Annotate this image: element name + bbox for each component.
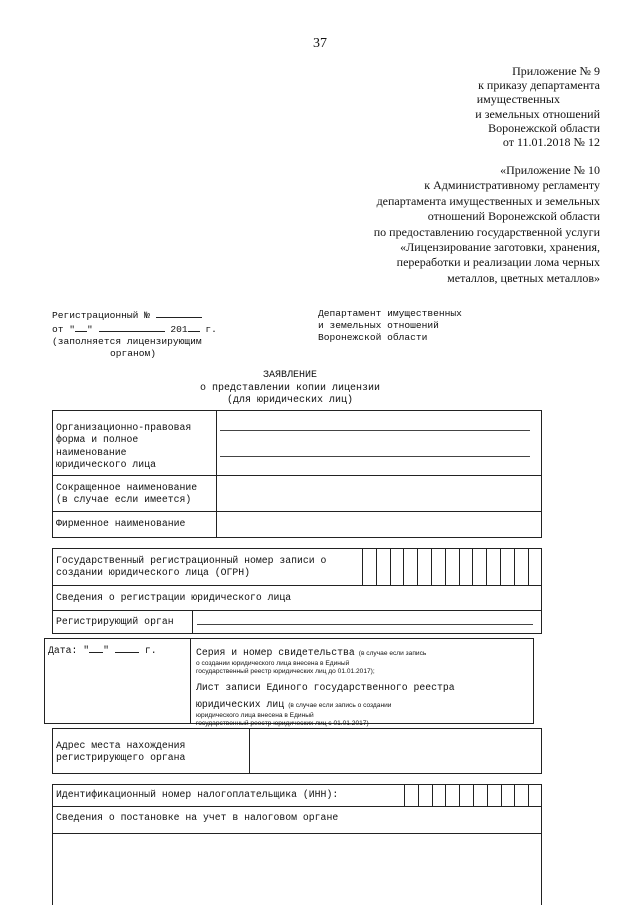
title-note: (для юридических лиц) bbox=[226, 395, 354, 406]
address-label: Адрес места нахождения регистрирующего органа bbox=[56, 740, 186, 764]
reg-body-field[interactable] bbox=[197, 624, 533, 625]
table-divider bbox=[53, 833, 541, 834]
date-quote-close: " bbox=[87, 324, 93, 335]
appendix-10-line: металлов, цветных металлов» bbox=[447, 270, 600, 285]
short-name-field[interactable] bbox=[218, 477, 540, 509]
org-form-label: Организационно-правовая форма и полное наименование юридического лица bbox=[56, 422, 192, 470]
register-sheet-label: юридических лиц bbox=[196, 699, 285, 711]
register-sheet-block bbox=[196, 682, 455, 728]
appendix-9-line: и земельных отношений bbox=[475, 106, 600, 121]
short-name-label: Сокращенное наименование (в случае если имеется) bbox=[56, 482, 198, 506]
appendix-10-header bbox=[374, 163, 600, 286]
registration-note: (заполняется лицензирующим bbox=[52, 336, 202, 347]
registration-number-field[interactable] bbox=[156, 308, 202, 318]
date-label: Дата: " " г. bbox=[48, 645, 157, 656]
appendix-10-line: «Лицензирование заготовки, хранения, bbox=[400, 240, 600, 255]
recipient-line: и земельных отношений bbox=[318, 320, 439, 331]
registration-block bbox=[52, 308, 217, 360]
registration-number-label: Регистрационный № bbox=[52, 310, 150, 321]
year-suffix: г. bbox=[205, 324, 217, 335]
table-divider bbox=[192, 610, 193, 634]
appendix-9-line: Приложение № 9 bbox=[512, 64, 600, 78]
appendix-9-line: к приказу департамента bbox=[478, 78, 600, 93]
inn-label: Идентификационный номер налогоплательщика (ИНН): bbox=[56, 789, 339, 800]
page-number: 37 bbox=[313, 36, 327, 51]
register-sheet-note: (в случае если запись о создании bbox=[288, 702, 392, 710]
ogrn-cells[interactable] bbox=[362, 549, 542, 585]
appendix-10-line: к Административному регламенту bbox=[424, 178, 600, 193]
recipient-line: Воронежской области bbox=[318, 332, 428, 343]
org-name-line-2[interactable] bbox=[220, 456, 530, 457]
brand-name-field[interactable] bbox=[218, 513, 540, 536]
reg-month-field[interactable] bbox=[99, 322, 165, 332]
appendix-9-line: от 11.01.2018 № 12 bbox=[502, 135, 600, 150]
certificate-note: государственный реестр юридических лиц до 01.01.2017); bbox=[196, 668, 375, 675]
date-quote-open: от " bbox=[52, 324, 76, 335]
brand-name-label: Фирменное наименование bbox=[56, 518, 186, 529]
date-month-field[interactable] bbox=[115, 643, 139, 653]
reg-info-label: Сведения о регистрации юридического лица bbox=[56, 592, 292, 603]
appendix-9-header bbox=[475, 64, 600, 149]
appendix-10-line: переработки и реализации лома черных bbox=[396, 255, 600, 270]
appendix-10-line: по предоставлению государственной услуги bbox=[373, 224, 600, 239]
appendix-10-line: департамента имущественных и земельных bbox=[376, 193, 600, 208]
certificate-series-label: Серия и номер свидетельства bbox=[196, 647, 355, 658]
inn-cells[interactable] bbox=[404, 785, 542, 806]
register-sheet-label: Лист записи Единого государственного реестра bbox=[196, 682, 455, 693]
table-divider bbox=[249, 729, 250, 773]
table-divider bbox=[53, 511, 541, 512]
appendix-9-line: имущественных bbox=[476, 92, 560, 107]
address-field[interactable] bbox=[252, 731, 540, 771]
tax-info-label: Сведения о постановке на учет в налоговом органе bbox=[56, 812, 339, 823]
reg-year-field[interactable] bbox=[188, 322, 200, 332]
appendix-10-line: отношений Воронежской области bbox=[427, 209, 600, 224]
appendix-9-line: Воронежской области bbox=[488, 120, 600, 135]
table-divider bbox=[53, 806, 541, 807]
org-name-line-1[interactable] bbox=[220, 430, 530, 431]
reg-year-prefix: 201 bbox=[170, 324, 188, 335]
title-subtitle: о представлении копии лицензии bbox=[199, 382, 381, 394]
reg-day-field[interactable] bbox=[75, 322, 87, 332]
certificate-note: (в случае если запись bbox=[358, 650, 427, 657]
title-main: ЗАЯВЛЕНИЕ bbox=[262, 370, 317, 381]
table-divider bbox=[190, 639, 191, 723]
table-divider bbox=[216, 411, 217, 537]
date-day-field[interactable] bbox=[89, 643, 103, 653]
register-sheet-note: юридического лица внесена в Единый bbox=[196, 712, 314, 720]
appendix-10-line: «Приложение № 10 bbox=[500, 163, 600, 177]
table-divider bbox=[53, 610, 541, 611]
recipient-line: Департамент имущественных bbox=[318, 308, 462, 319]
registration-note-cont: органом) bbox=[110, 348, 157, 359]
document-title bbox=[0, 370, 580, 408]
register-sheet-note: государственный реестр юридических лиц с 01.01.2017) bbox=[196, 720, 369, 728]
recipient-block bbox=[318, 308, 462, 344]
certificate-series-block bbox=[196, 642, 426, 676]
reg-body-label: Регистрирующий орган bbox=[56, 616, 174, 627]
table-divider bbox=[53, 475, 541, 476]
certificate-note: о создании юридического лица внесена в Единый bbox=[196, 660, 350, 667]
ogrn-label: Государственный регистрационный номер записи о создании юридического лица (ОГРН) bbox=[56, 555, 327, 579]
table-divider bbox=[53, 585, 541, 586]
